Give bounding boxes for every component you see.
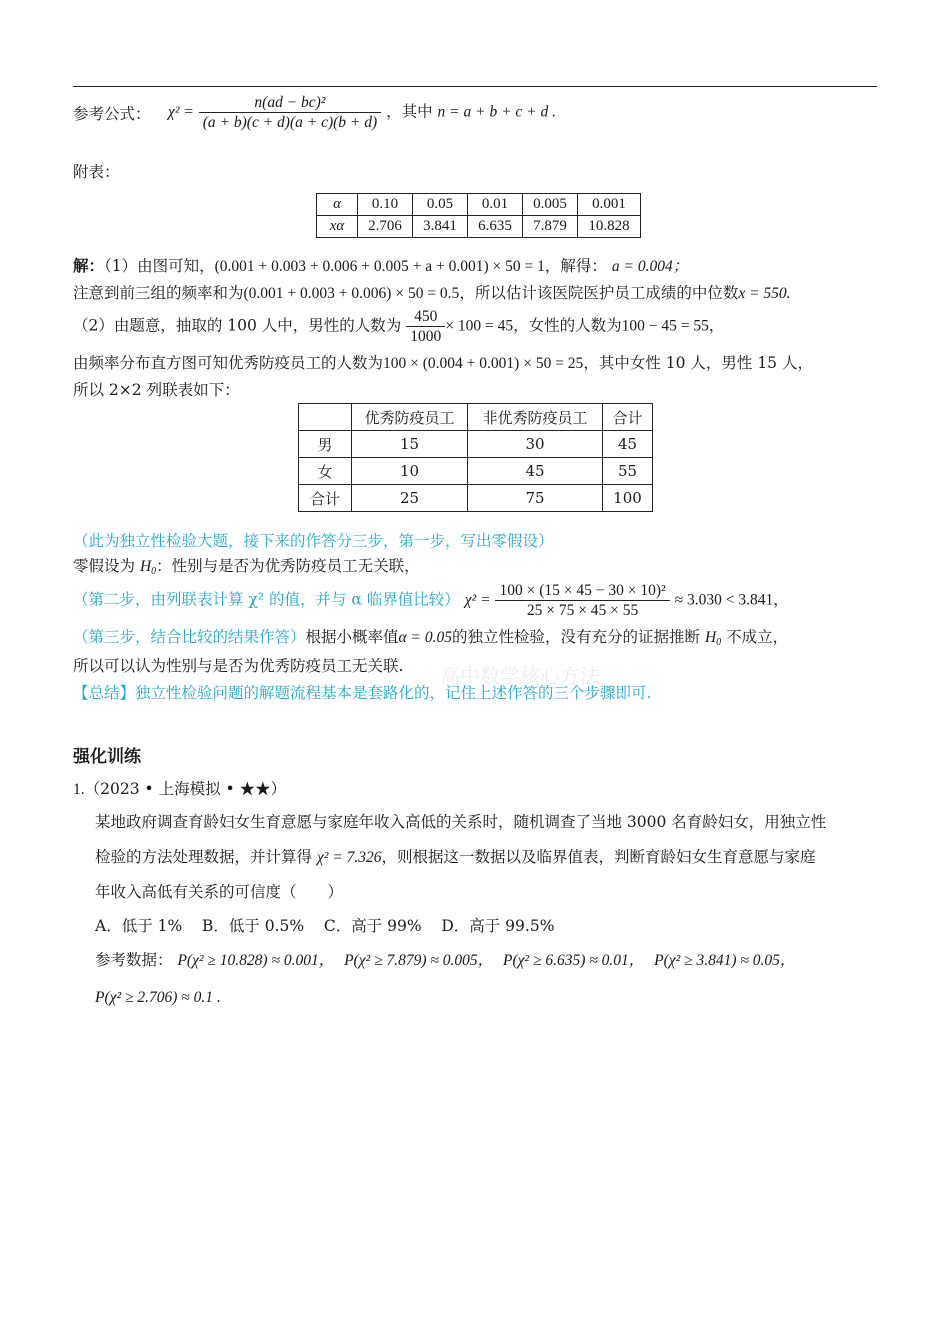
table-cell: 3.841 — [413, 216, 468, 238]
table-cell: 6.635 — [468, 216, 523, 238]
conclusion-line-2: 所以可以认为性别与是否为优秀防疫员工无关联. — [73, 657, 404, 675]
table-cell: 15 — [352, 431, 468, 458]
option-d[interactable]: D．高于 99.5% — [441, 917, 555, 935]
table-cell: 10.828 — [578, 216, 641, 238]
formula-label: 参考公式： — [73, 105, 151, 123]
solution-line-1 — [73, 256, 688, 277]
table-row — [299, 485, 653, 512]
formula-where: ，其中 — [386, 102, 433, 121]
formula-fraction — [199, 93, 381, 132]
summary — [73, 683, 651, 703]
step-note-1: （此为独立性检验大题，接下来的作答分三步，第一步，写出零假设） — [73, 532, 554, 550]
solution-text: ，女性的人数为 — [513, 316, 622, 335]
solution-line-3 — [73, 307, 724, 346]
solution-text: 根据小概率值 — [305, 628, 399, 646]
option-b[interactable]: B．低于 0.5% — [201, 917, 305, 935]
exercise-header — [73, 779, 286, 800]
solution-line-2 — [73, 283, 791, 304]
fraction-denominator: 25 × 75 × 45 × 55 — [526, 602, 639, 619]
math-expr: x = 550. — [738, 285, 791, 302]
exercise-source: （2023 • 上海模拟 • ★★） — [84, 780, 287, 798]
formula-lhs: χ² = — [168, 103, 194, 121]
table-cell: 30 — [468, 431, 603, 458]
table-cell: 2.706 — [358, 216, 413, 238]
option-c[interactable]: C．高于 99% — [323, 917, 422, 935]
table-cell: 0.10 — [358, 194, 413, 216]
solution-line-4 — [73, 353, 813, 374]
h0-symbol — [705, 629, 721, 646]
reference-data-line-1 — [95, 950, 795, 971]
solution-text: ，其中女性 10 人，男性 15 人， — [583, 354, 813, 372]
appendix-label: 附表： — [73, 163, 120, 181]
table-header-cell: 非优秀防疫员工 — [468, 404, 603, 431]
watermark: 高中数学核心方法 — [440, 664, 600, 688]
math-expr: ≈ 3.030 < 3.841， — [674, 591, 789, 609]
solution-text: 不成立， — [726, 628, 789, 646]
formula-denominator: (a + b)(c + d)(a + c)(b + d) — [202, 114, 378, 131]
fraction-numerator: 450 — [406, 307, 445, 327]
table-row — [317, 194, 641, 216]
math-expr: χ² = 7.326 — [316, 849, 382, 866]
table-cell: 0.001 — [578, 194, 641, 216]
table-cell: 25 — [352, 485, 468, 512]
table-cell: 0.01 — [468, 194, 523, 216]
table-header-cell — [299, 404, 352, 431]
math-expr: × 100 = 45 — [445, 317, 514, 335]
exercise-number: 1. — [73, 781, 85, 798]
formula-where-expr: n = a + b + c + d . — [437, 103, 556, 121]
math-expr: α = 0.05 — [398, 629, 453, 646]
summary-tag: 【总结】 — [73, 684, 136, 702]
table-row — [299, 458, 653, 485]
step-2-line — [73, 581, 789, 620]
table-cell: 0.005 — [523, 194, 578, 216]
math-expr: χ² = — [464, 591, 491, 609]
table-header-cell: 优秀防疫员工 — [352, 404, 468, 431]
option-a[interactable]: A．低于 1% — [95, 917, 183, 935]
math-expr: a = 0.004； — [611, 258, 689, 275]
exercise-stem-2 — [95, 847, 816, 868]
math-expr: (0.001 + 0.003 + 0.006) × 50 = 0.5 — [243, 285, 460, 302]
reference-data-line-2 — [95, 987, 221, 1008]
table-row — [317, 216, 641, 238]
table-cell: 女 — [299, 458, 352, 485]
contingency-table — [298, 403, 653, 512]
solution-text: （2）由题意，抽取的 100 人中，男性的人数为 — [73, 316, 402, 335]
solution-line-5: 所以 2×2 列联表如下： — [73, 381, 240, 399]
solution-text: 的独立性检验，没有充分的证据推断 — [452, 628, 701, 646]
h0-subscript: 0 — [716, 637, 722, 648]
table-cell: 0.05 — [413, 194, 468, 216]
solution-text: 由频率分布直方图可知优秀防疫员工的人数为 — [73, 354, 384, 372]
solution-text: ：性别与是否为优秀防疫员工无关联， — [156, 557, 420, 575]
solution-text: ，解得： — [544, 257, 607, 275]
math-expr: 100 × (0.004 + 0.001) × 50 = 25 — [383, 355, 584, 372]
step-3-line — [73, 627, 788, 648]
step-note-2: （第二步，由列联表计算 χ² 的值，并与 α 临界值比较） — [73, 590, 460, 609]
exercise-text: 检验的方法处理数据，并计算得 — [95, 848, 313, 866]
table-cell: 75 — [468, 485, 603, 512]
chi-fraction — [495, 581, 669, 620]
solution-label: 解： — [73, 256, 105, 275]
solution-text: 注意到前三组的频率和为 — [73, 284, 244, 302]
exercise-stem-1: 某地政府调查育龄妇女生育意愿与家庭年收入高低的关系时，随机调查了当地 3000 名育龄妇女，用独立性 — [95, 813, 827, 831]
h0-subscript: 0 — [151, 566, 157, 577]
critical-value-table — [316, 193, 641, 238]
ref-value: P(χ² ≥ 10.828) ≈ 0.001， — [177, 952, 335, 969]
h0-symbol — [140, 558, 156, 575]
table-cell: 合计 — [299, 485, 352, 512]
ref-label: 参考数据： — [95, 951, 173, 969]
formula-numerator: n(ad − bc)² — [199, 93, 381, 113]
math-expr: (0.001 + 0.003 + 0.006 + 0.005 + a + 0.001) × 50 = 1 — [214, 258, 545, 275]
h0-letter: H — [139, 558, 152, 575]
step-note-3: （第三步，结合比较的结果作答） — [73, 628, 306, 646]
table-cell: xα — [317, 216, 358, 238]
summary-text: 独立性检验问题的解题流程基本是套路化的，记住上述作答的三个步骤即可. — [135, 684, 652, 702]
table-header-row — [299, 404, 653, 431]
section-title: 强化训练 — [73, 747, 141, 767]
reference-formula — [168, 93, 556, 132]
table-cell: 10 — [352, 458, 468, 485]
solution-text: 零假设为 — [73, 557, 136, 575]
table-header-cell: 合计 — [603, 404, 653, 431]
table-cell: 45 — [603, 431, 653, 458]
math-fraction — [406, 307, 445, 346]
table-cell: α — [317, 194, 358, 216]
table-cell: 100 — [603, 485, 653, 512]
ref-value: P(χ² ≥ 2.706) ≈ 0.1 . — [95, 989, 221, 1006]
fraction-numerator: 100 × (15 × 45 − 30 × 10)² — [495, 581, 669, 601]
table-cell: 55 — [603, 458, 653, 485]
table-cell: 45 — [468, 458, 603, 485]
table-cell: 男 — [299, 431, 352, 458]
ref-value: P(χ² ≥ 6.635) ≈ 0.01， — [502, 952, 645, 969]
options-row — [95, 916, 554, 936]
exercise-stem-3: 年收入高低有关系的可信度（ ） — [95, 883, 344, 901]
table-cell: 7.879 — [523, 216, 578, 238]
header-rule — [73, 86, 877, 87]
fraction-denominator: 1000 — [410, 328, 442, 345]
exercise-text: ，则根据这一数据以及临界值表，判断育龄妇女生育意愿与家庭 — [381, 848, 816, 866]
math-expr: 100 − 45 = 55， — [621, 317, 725, 335]
ref-value: P(χ² ≥ 7.879) ≈ 0.005， — [344, 952, 494, 969]
solution-text: ，所以估计该医院医护员工成绩的中位数 — [459, 284, 739, 302]
ref-value: P(χ² ≥ 3.841) ≈ 0.05， — [654, 952, 796, 969]
null-hypothesis — [73, 556, 420, 577]
solution-text: （1）由图可知， — [104, 257, 215, 275]
h0-letter: H — [704, 629, 717, 646]
table-row — [299, 431, 653, 458]
